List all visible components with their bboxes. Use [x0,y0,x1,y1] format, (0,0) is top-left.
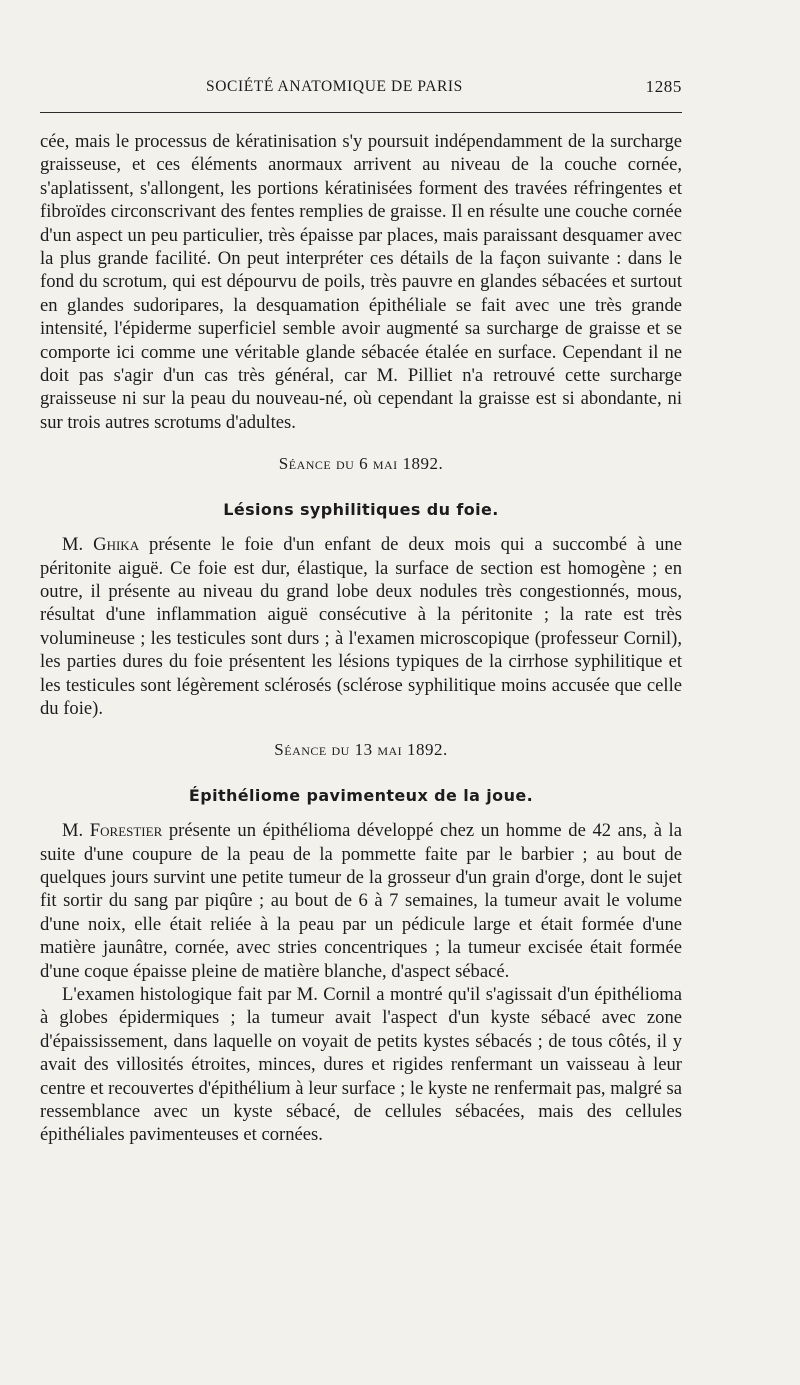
seance-day-1: 6 [359,454,369,474]
header-rule [40,112,682,113]
session1-text: présente le foie d'un enfant de deux mois qui a succombé à une péritonite aiguë. Ce foie est dur, élastique, la surface de section est homogène ; en outre, il présente au niveau du grand lobe deux nodules très congestionnés, mous, résultat d'une inflammation aiguë consécutive à la péritonite ; la rate est très volumineuse ; les testicules sont durs ; à l'examen microscopique (professeur Cornil), les parties dures du foie présentent les lésions typiques de la cirrhose syphilitique et les testicules sont légèrement sclérosés (sclérose syphilitique moins accusée que celle du foie). [40,534,682,719]
seance-month-1: mai [372,454,398,474]
author-prefix-2: M. [62,820,90,842]
body-text [40,130,682,1147]
seance-label-2: Séance du [274,740,350,760]
session-date-1 [40,452,682,475]
seance-month-2: mai [377,740,403,760]
session2-paragraph-2: L'examen histologique fait par M. Cornil a montré qu'il s'agissait d'un épithélioma à globes épidermiques ; la tumeur avait l'aspect d'un kyste sébacé avec zone d'épaississement, dans laquelle on voyait de petits kystes sébacés ; de tous côtés, il y avait des villosités étroites, minces, dures et rigides renfermant un vaisseau à leur centre et recouvertes d'épithélium à leur surface ; le kyste ne renfermait pas, malgré sa ressemblance avec un kyste sébacé, de cellules sébacées, mais des cellules épithéliales pavimenteuses et cornées. [40,984,682,1146]
session-date-2 [40,738,682,761]
intro-paragraph: cée, mais le processus de kératinisation s'y poursuit indépendamment de la surcharge graisseuse, et ces éléments anormaux arrivent au niveau de la couche cornée, s'aplatissent, s'allongent, les portions kératinisées forment des travées réfringentes et fibroïdes circonscrivant des fentes remplies de graisse. Il en résulte une couche cornée d'un aspect un peu particulier, très épaisse par places, mais paraissant desquamer avec la plus grande facilité. On peut interpréter ces détails de la façon suivante : dans le fond du scrotum, qui est dépourvu de poils, très pauvre en glandes sébacées et surtout en glandes sudoripares, la desquamation épithéliale se fait avec une très grande intensité, l'épiderme superficiel semble avoir augmenté sa surcharge de graisse et se comporte ici comme une véritable glande sébacée étalée en surface. Cependant il ne doit pas s'agir d'un cas très général, car M. Pilliet n'a retrouvé cette surcharge graisseuse ni sur la peau du nouveau-né, où cependant la graisse est si abondante, ni sur trois autres scrotums d'adultes. [40,131,682,433]
seance-year-1: 1892. [402,454,444,474]
author-name-1: Ghika [93,534,140,556]
seance-day-2: 13 [354,740,373,760]
seance-year-2: 1892. [406,740,448,760]
section-heading-1: Lésions syphilitiques du foie. [223,499,499,519]
session1-paragraph [40,533,682,720]
running-header [40,78,682,102]
session2-text-1: présente un épithélioma développé chez un homme de 42 ans, à la suite d'une coupure de la peau de la pommette faite par le barbier ; au bout de quelques jours survint une petite tumeur de la grosseur d'un grain d'orge, dont le sujet fit sortir du sang par piqûre ; au bout de 6 à 7 semaines, la tumeur avait le volume d'une noix, elle était reliée à la peau par un pédicule large et était formée d'une matière jaunâtre, cornée, avec stries concentriques ; la tumeur excisée était formée d'une coque épaisse pleine de matière blanche, d'aspect sébacé. [40,820,682,982]
author-prefix-1: M. [62,534,94,556]
session2-paragraph-1 [40,819,682,983]
author-name-2: Forestier [89,820,163,842]
page-number: 1285 [645,77,682,96]
section-heading-2: Épithéliome pavimenteux de la joue. [188,785,534,805]
seance-label-1: Séance du [278,454,355,474]
running-title: SOCIÉTÉ ANATOMIQUE DE PARIS [206,78,463,95]
